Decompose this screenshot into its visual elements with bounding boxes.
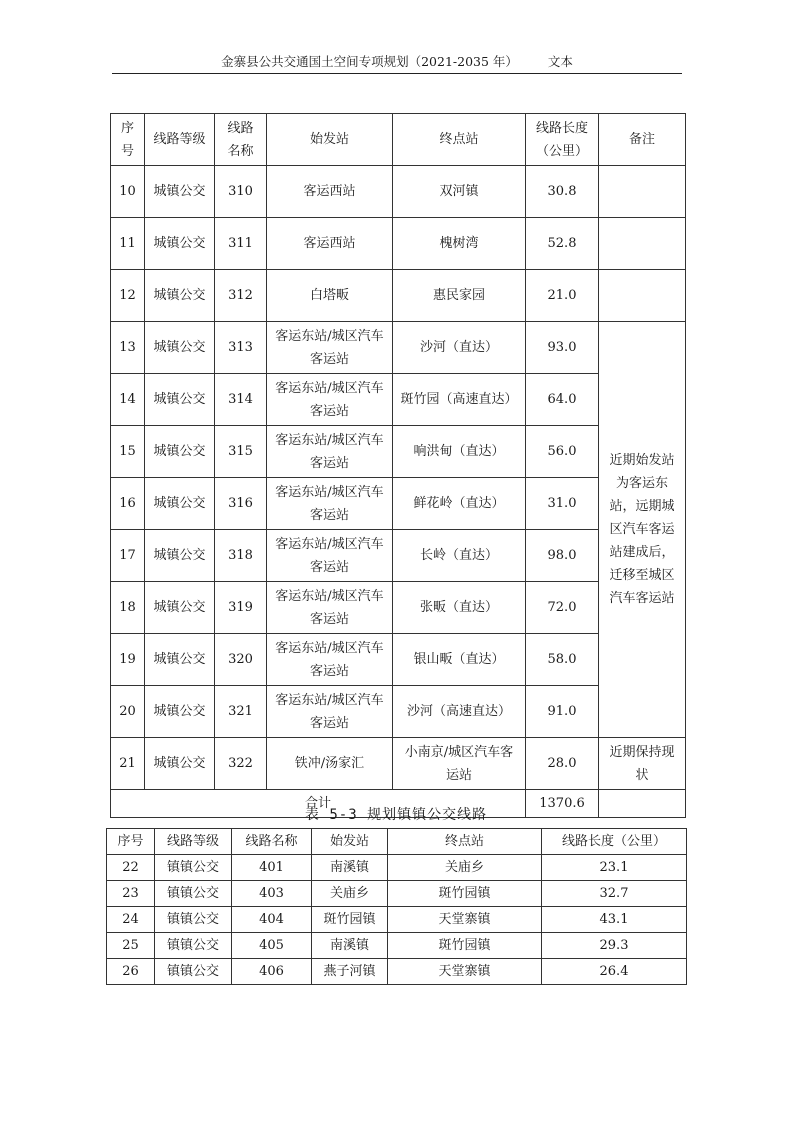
cell-seq: 10 xyxy=(111,166,145,218)
cell-line: 双河镇 xyxy=(439,184,479,199)
table-cell: 关庙乡 xyxy=(388,855,542,881)
cell-grade: 城镇公交 xyxy=(145,530,215,582)
cell-line: 槐树湾 xyxy=(439,236,479,251)
cell-length: 98.0 xyxy=(526,530,599,582)
cell-seq: 20 xyxy=(111,686,145,738)
table-cell: 404 xyxy=(232,907,312,933)
cell-line: 运站 xyxy=(445,767,472,783)
cell-start xyxy=(267,426,393,478)
cell-line: 客运东站/城区汽车 xyxy=(275,328,384,344)
header-end: 终点站 xyxy=(393,114,526,166)
cell-line: 区汽车客运 xyxy=(609,522,675,537)
cell-route-name: 315 xyxy=(215,426,267,478)
table-cell: 镇镇公交 xyxy=(155,907,232,933)
cell-line: 客运东站/城区汽车 xyxy=(275,432,384,448)
cell-route-name: 310 xyxy=(215,166,267,218)
town-bus-routes-table xyxy=(106,828,687,985)
header-cell: 线路等级 xyxy=(155,829,232,855)
cell-note-merged xyxy=(599,322,686,738)
cell-seq: 19 xyxy=(111,634,145,686)
cell-seq: 15 xyxy=(111,426,145,478)
cell-start xyxy=(267,218,393,270)
table-cell: 23 xyxy=(107,881,155,907)
cell-seq: 16 xyxy=(111,478,145,530)
cell-end xyxy=(393,738,526,790)
cell-line: 沙河（高速直达） xyxy=(406,704,511,719)
cell-start xyxy=(267,686,393,738)
cell-note xyxy=(599,738,686,790)
cell-line: 客运站 xyxy=(309,351,349,367)
cell-route-name: 318 xyxy=(215,530,267,582)
cell-line: 惠民家园 xyxy=(432,288,485,303)
bus-routes-table-continued xyxy=(110,113,686,818)
cell-length: 72.0 xyxy=(526,582,599,634)
cell-grade: 城镇公交 xyxy=(145,270,215,322)
cell-start xyxy=(267,634,393,686)
cell-length: 30.8 xyxy=(526,166,599,218)
table-row xyxy=(107,881,687,907)
cell-length: 31.0 xyxy=(526,478,599,530)
table-cell: 斑竹园镇 xyxy=(388,933,542,959)
cell-start xyxy=(267,374,393,426)
table-cell: 镇镇公交 xyxy=(155,855,232,881)
cell-end xyxy=(393,426,526,478)
cell-line: 响洪甸（直达） xyxy=(413,444,505,459)
cell-line: 张畈（直达） xyxy=(419,600,498,615)
cell-grade: 城镇公交 xyxy=(145,686,215,738)
cell-length: 93.0 xyxy=(526,322,599,374)
table-cell: 25 xyxy=(107,933,155,959)
cell-grade: 城镇公交 xyxy=(145,426,215,478)
cell-length: 58.0 xyxy=(526,634,599,686)
header-title: 金寨县公共交通国土空间专项规划（2021-2035 年） xyxy=(221,54,518,69)
cell-line: 客运西站 xyxy=(303,236,356,251)
cell-note xyxy=(599,270,686,322)
table-cell: 南溪镇 xyxy=(312,933,388,959)
cell-note xyxy=(599,218,686,270)
table-cell: 22 xyxy=(107,855,155,881)
table-row xyxy=(107,933,687,959)
cell-start xyxy=(267,738,393,790)
cell-length: 91.0 xyxy=(526,686,599,738)
cell-seq: 21 xyxy=(111,738,145,790)
header-rule xyxy=(112,73,682,74)
cell-length: 21.0 xyxy=(526,270,599,322)
header-start: 始发站 xyxy=(267,114,393,166)
table-cell: 406 xyxy=(232,959,312,985)
cell-seq: 12 xyxy=(111,270,145,322)
header-name: 线路 名称 xyxy=(215,114,267,166)
cell-line: 铁冲/汤家汇 xyxy=(294,756,365,771)
cell-line: 客运东站/城区汽车 xyxy=(275,380,384,396)
cell-route-name: 321 xyxy=(215,686,267,738)
cell-route-name: 313 xyxy=(215,322,267,374)
cell-line: 站建成后， xyxy=(609,545,675,560)
cell-grade: 城镇公交 xyxy=(145,582,215,634)
table-cell: 403 xyxy=(232,881,312,907)
cell-line: 客运站 xyxy=(309,455,349,471)
cell-length: 64.0 xyxy=(526,374,599,426)
cell-grade: 城镇公交 xyxy=(145,322,215,374)
cell-seq: 17 xyxy=(111,530,145,582)
table-cell: 斑竹园镇 xyxy=(388,881,542,907)
cell-line: 为客运东 xyxy=(615,476,668,491)
table-cell: 24 xyxy=(107,907,155,933)
table-header-row xyxy=(111,114,686,166)
cell-end xyxy=(393,634,526,686)
cell-grade: 城镇公交 xyxy=(145,738,215,790)
cell-route-name: 316 xyxy=(215,478,267,530)
cell-line: 近期始发站 xyxy=(609,453,675,468)
cell-line: 鲜花岭（直达） xyxy=(413,496,505,511)
table-cell: 43.1 xyxy=(542,907,687,933)
header-cell: 始发站 xyxy=(312,829,388,855)
cell-grade: 城镇公交 xyxy=(145,218,215,270)
cell-grade: 城镇公交 xyxy=(145,634,215,686)
cell-line: 客运站 xyxy=(309,663,349,679)
cell-seq: 11 xyxy=(111,218,145,270)
table-row xyxy=(107,907,687,933)
cell-route-name: 312 xyxy=(215,270,267,322)
cell-line: 客运东站/城区汽车 xyxy=(275,536,384,552)
cell-line: 斑竹园（高速直达） xyxy=(400,392,518,407)
cell-line: 小南京/城区汽车客 xyxy=(404,744,514,760)
cell-start xyxy=(267,166,393,218)
cell-line: 沙河（直达） xyxy=(419,340,498,355)
table-row xyxy=(107,959,687,985)
table-cell: 关庙乡 xyxy=(312,881,388,907)
header-cell: 线路长度（公里） xyxy=(542,829,687,855)
table-row xyxy=(111,270,686,322)
table-cell: 26 xyxy=(107,959,155,985)
cell-end xyxy=(393,322,526,374)
cell-start xyxy=(267,270,393,322)
cell-line: 客运站 xyxy=(309,715,349,731)
cell-line: 客运东站/城区汽车 xyxy=(275,588,384,604)
cell-line: 客运站 xyxy=(309,611,349,627)
header-cell: 终点站 xyxy=(388,829,542,855)
cell-line: 近期保持现 xyxy=(609,744,675,760)
cell-route-name: 322 xyxy=(215,738,267,790)
cell-route-name: 320 xyxy=(215,634,267,686)
table-cell: 镇镇公交 xyxy=(155,959,232,985)
cell-line: 站，远期城 xyxy=(609,499,675,514)
header-seq: 序 号 xyxy=(111,114,145,166)
cell-end xyxy=(393,530,526,582)
cell-line: 白塔畈 xyxy=(309,288,349,303)
cell-route-name: 311 xyxy=(215,218,267,270)
page-header xyxy=(112,52,682,74)
cell-length: 28.0 xyxy=(526,738,599,790)
cell-grade: 城镇公交 xyxy=(145,478,215,530)
table-cell: 405 xyxy=(232,933,312,959)
cell-length: 56.0 xyxy=(526,426,599,478)
header-cell: 序号 xyxy=(107,829,155,855)
cell-line: 客运站 xyxy=(309,403,349,419)
cell-line: 客运东站/城区汽车 xyxy=(275,484,384,500)
cell-start xyxy=(267,322,393,374)
cell-seq: 18 xyxy=(111,582,145,634)
table-cell: 镇镇公交 xyxy=(155,933,232,959)
cell-route-name: 314 xyxy=(215,374,267,426)
cell-grade: 城镇公交 xyxy=(145,166,215,218)
cell-end xyxy=(393,218,526,270)
header-cell: 线路名称 xyxy=(232,829,312,855)
cell-seq: 14 xyxy=(111,374,145,426)
table-caption: 表 5-3 规划镇镇公交线路 xyxy=(304,807,488,823)
header-note: 备注 xyxy=(599,114,686,166)
total-label: 合计 xyxy=(111,790,526,818)
table-cell: 32.7 xyxy=(542,881,687,907)
table-cell: 26.4 xyxy=(542,959,687,985)
cell-line: 客运站 xyxy=(309,507,349,523)
table-cell: 燕子河镇 xyxy=(312,959,388,985)
cell-line: 长岭（直达） xyxy=(419,548,498,563)
cell-line: 客运东站/城区汽车 xyxy=(275,640,384,656)
table-row xyxy=(111,322,686,374)
cell-end xyxy=(393,166,526,218)
cell-line: 迁移至城区 xyxy=(609,568,675,583)
cell-route-name: 319 xyxy=(215,582,267,634)
table-header-row xyxy=(107,829,687,855)
cell-end xyxy=(393,478,526,530)
cell-end xyxy=(393,582,526,634)
cell-seq: 13 xyxy=(111,322,145,374)
cell-grade: 城镇公交 xyxy=(145,374,215,426)
table-cell: 斑竹园镇 xyxy=(312,907,388,933)
cell-start xyxy=(267,530,393,582)
cell-line: 客运西站 xyxy=(303,184,356,199)
cell-line: 状 xyxy=(635,767,649,783)
table-cell: 天堂寨镇 xyxy=(388,907,542,933)
cell-start xyxy=(267,478,393,530)
table-cell: 401 xyxy=(232,855,312,881)
cell-line: 客运站 xyxy=(309,559,349,575)
cell-line: 银山畈（直达） xyxy=(413,652,505,667)
header-grade: 线路等级 xyxy=(145,114,215,166)
table-row xyxy=(111,218,686,270)
table-row xyxy=(107,855,687,881)
total-value: 1370.6 xyxy=(526,790,599,818)
table-cell: 天堂寨镇 xyxy=(388,959,542,985)
cell-length: 52.8 xyxy=(526,218,599,270)
table-row xyxy=(111,738,686,790)
cell-line: 客运东站/城区汽车 xyxy=(275,692,384,708)
table-row xyxy=(111,166,686,218)
table-cell: 镇镇公交 xyxy=(155,881,232,907)
cell-end xyxy=(393,686,526,738)
cell-end xyxy=(393,270,526,322)
header-section: 文本 xyxy=(547,54,573,69)
cell-end xyxy=(393,374,526,426)
header-length: 线路长度 （公里） xyxy=(526,114,599,166)
cell-line: 汽车客运站 xyxy=(609,591,675,606)
table-cell: 29.3 xyxy=(542,933,687,959)
table-cell: 23.1 xyxy=(542,855,687,881)
cell-note xyxy=(599,166,686,218)
cell-start xyxy=(267,582,393,634)
table-cell: 南溪镇 xyxy=(312,855,388,881)
